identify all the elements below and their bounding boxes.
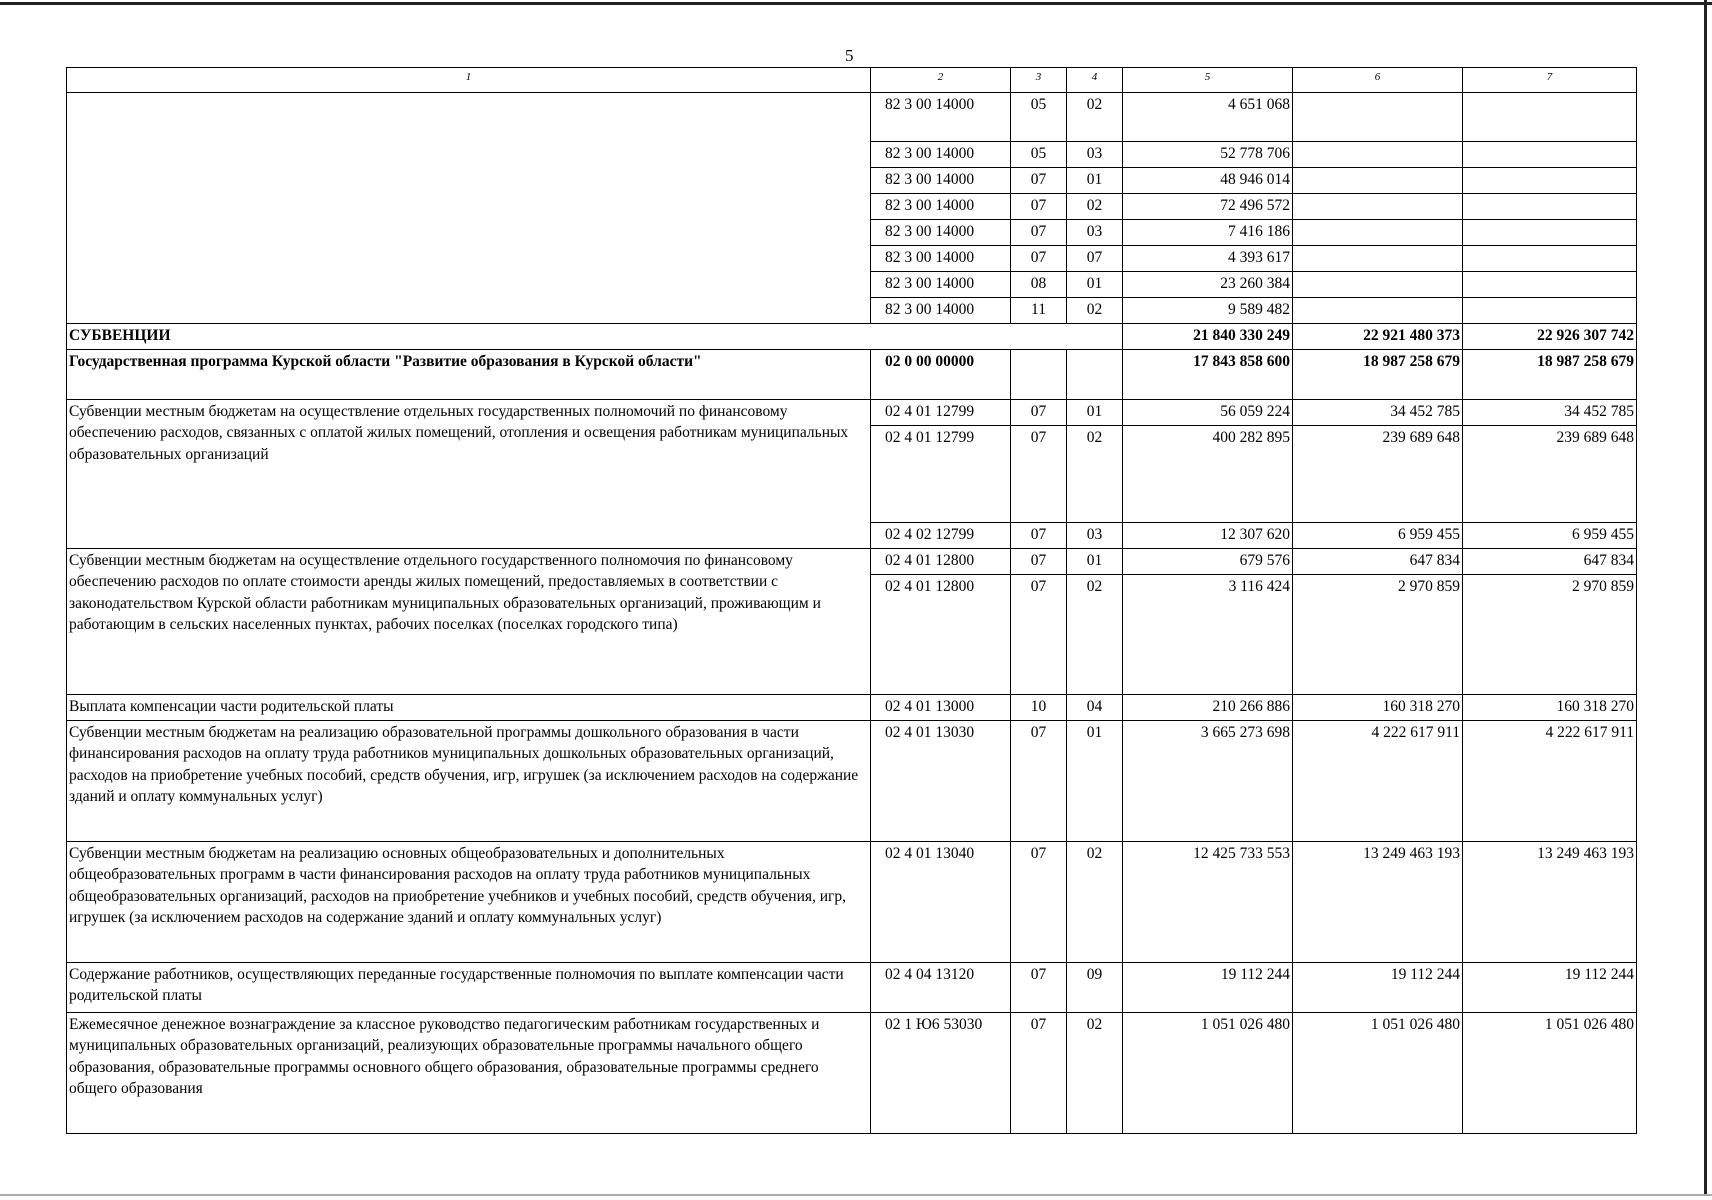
section-cell: 07 <box>1011 400 1067 426</box>
scan-border-right <box>1704 0 1707 1195</box>
value-cell: 17 843 858 600 <box>1123 350 1293 400</box>
value-cell <box>1293 220 1463 246</box>
description-cell: Выплата компенсации части родительской платы <box>67 695 871 721</box>
value-cell <box>1463 272 1637 298</box>
section-total-row <box>67 324 1637 350</box>
section-cell: 07 <box>1011 523 1067 549</box>
subsection-cell: 02 <box>1067 426 1123 523</box>
code-cell: 02 4 01 12800 <box>871 575 1011 695</box>
value-cell: 12 307 620 <box>1123 523 1293 549</box>
code-cell: 82 3 00 14000 <box>871 220 1011 246</box>
value-cell: 18 987 258 679 <box>1463 350 1637 400</box>
code-cell: 02 4 01 12800 <box>871 549 1011 575</box>
section-cell: 07 <box>1011 220 1067 246</box>
value-cell: 13 249 463 193 <box>1293 842 1463 963</box>
subsection-cell: 01 <box>1067 721 1123 842</box>
value-cell <box>1293 142 1463 168</box>
value-cell: 160 318 270 <box>1463 695 1637 721</box>
column-header-row <box>67 68 1637 93</box>
column-header: 3 <box>1011 68 1067 93</box>
value-cell: 9 589 482 <box>1123 298 1293 324</box>
subsection-cell: 01 <box>1067 400 1123 426</box>
value-cell <box>1293 194 1463 220</box>
value-cell: 19 112 244 <box>1123 963 1293 1013</box>
description-cell: Содержание работников, осуществляющих переданные государственные полномочия по выплате компенсации части родительской платы <box>67 963 871 1013</box>
column-header: 7 <box>1463 68 1637 93</box>
section-cell: 07 <box>1011 549 1067 575</box>
description-cell: Субвенции местным бюджетам на осуществление отдельного государственного полномочия по финансовому обеспечению расходов по оплате стоимости аренды жилых помещений, предоставляемых в соответствии с законодательством Курской области работникам муниципальных образовательных организаций, проживающим и работающим в сельских населенных пунктах, рабочих поселках (поселках городского типа) <box>67 549 871 695</box>
column-header: 6 <box>1293 68 1463 93</box>
value-cell <box>1463 194 1637 220</box>
description-cell: Субвенции местным бюджетам на реализацию основных общеобразовательных и дополнительных общеобразовательных программ в части финансирования расходов на оплату труда работников муниципальных общеобразовательных организаций, расходов на приобретение учебников и учебных пособий, средств обучения, игр, игрушек (за исключением расходов на содержание зданий и оплату коммунальных услуг) <box>67 842 871 963</box>
value-cell: 4 393 617 <box>1123 246 1293 272</box>
code-cell: 82 3 00 14000 <box>871 142 1011 168</box>
value-cell: 6 959 455 <box>1463 523 1637 549</box>
value-cell <box>1463 168 1637 194</box>
value-cell <box>1463 220 1637 246</box>
description-cell: Субвенции местным бюджетам на реализацию образовательной программы дошкольного образования в части финансирования расходов на оплату труда работников муниципальных дошкольных образовательных организаций, расходов на приобретение учебных пособий, средств обучения, игр, игрушек (за исключением расходов на содержание зданий и оплату коммунальных услуг) <box>67 721 871 842</box>
subsection-cell: 03 <box>1067 142 1123 168</box>
value-cell: 1 051 026 480 <box>1123 1013 1293 1134</box>
scan-border-bottom <box>0 1194 1712 1196</box>
section-cell: 08 <box>1011 272 1067 298</box>
value-cell: 48 946 014 <box>1123 168 1293 194</box>
value-cell: 52 778 706 <box>1123 142 1293 168</box>
section-cell: 07 <box>1011 575 1067 695</box>
value-cell: 23 260 384 <box>1123 272 1293 298</box>
code-cell: 82 3 00 14000 <box>871 93 1011 142</box>
value-cell <box>1463 93 1637 142</box>
subsection-cell: 07 <box>1067 246 1123 272</box>
table-row <box>67 400 1637 426</box>
value-cell: 3 665 273 698 <box>1123 721 1293 842</box>
subsection-cell: 02 <box>1067 842 1123 963</box>
table-row <box>67 963 1637 1013</box>
table-row <box>67 93 1637 142</box>
description-cell <box>67 93 871 324</box>
section-cell: 07 <box>1011 1013 1067 1134</box>
subsection-cell: 02 <box>1067 93 1123 142</box>
value-cell: 13 249 463 193 <box>1463 842 1637 963</box>
subsection-cell: 02 <box>1067 575 1123 695</box>
code-cell: 82 3 00 14000 <box>871 246 1011 272</box>
value-cell: 1 051 026 480 <box>1463 1013 1637 1134</box>
description-cell: Субвенции местным бюджетам на осуществление отдельных государственных полномочий по финансовому обеспечению расходов, связанных с оплатой жилых помещений, отопления и освещения работникам муниципальных образовательных организаций <box>67 400 871 549</box>
code-cell: 02 4 01 13000 <box>871 695 1011 721</box>
column-header: 1 <box>67 68 871 93</box>
value-cell: 56 059 224 <box>1123 400 1293 426</box>
value-cell: 239 689 648 <box>1293 426 1463 523</box>
subsection-cell: 02 <box>1067 1013 1123 1134</box>
value-cell: 679 576 <box>1123 549 1293 575</box>
program-row <box>67 350 1637 400</box>
code-cell: 82 3 00 14000 <box>871 272 1011 298</box>
value-cell: 6 959 455 <box>1293 523 1463 549</box>
subsection-cell: 03 <box>1067 220 1123 246</box>
section-cell: 11 <box>1011 298 1067 324</box>
subsection-cell: 02 <box>1067 298 1123 324</box>
code-cell: 02 0 00 00000 <box>871 350 1011 400</box>
section-title: СУБВЕНЦИИ <box>67 324 1123 350</box>
scan-border-top <box>0 2 1712 5</box>
value-cell: 7 416 186 <box>1123 220 1293 246</box>
code-cell: 02 4 02 12799 <box>871 523 1011 549</box>
code-cell: 02 1 Ю6 53030 <box>871 1013 1011 1134</box>
value-cell: 34 452 785 <box>1463 400 1637 426</box>
section-cell: 07 <box>1011 194 1067 220</box>
value-cell: 2 970 859 <box>1463 575 1637 695</box>
value-cell: 647 834 <box>1463 549 1637 575</box>
code-cell: 02 4 01 13040 <box>871 842 1011 963</box>
value-cell <box>1293 298 1463 324</box>
value-cell: 210 266 886 <box>1123 695 1293 721</box>
section-cell: 07 <box>1011 246 1067 272</box>
value-cell: 72 496 572 <box>1123 194 1293 220</box>
value-cell: 4 222 617 911 <box>1293 721 1463 842</box>
table-row <box>67 1013 1637 1134</box>
subsection-cell: 04 <box>1067 695 1123 721</box>
value-cell: 1 051 026 480 <box>1293 1013 1463 1134</box>
subsection-cell: 01 <box>1067 272 1123 298</box>
section-cell: 05 <box>1011 142 1067 168</box>
subsection-cell <box>1067 350 1123 400</box>
value-cell: 19 112 244 <box>1463 963 1637 1013</box>
total-value: 22 921 480 373 <box>1293 324 1463 350</box>
total-value: 21 840 330 249 <box>1123 324 1293 350</box>
code-cell: 02 4 01 12799 <box>871 400 1011 426</box>
value-cell <box>1293 272 1463 298</box>
value-cell: 34 452 785 <box>1293 400 1463 426</box>
value-cell <box>1463 142 1637 168</box>
section-cell: 07 <box>1011 168 1067 194</box>
table-row <box>67 721 1637 842</box>
value-cell: 160 318 270 <box>1293 695 1463 721</box>
budget-table <box>66 67 1637 1134</box>
table-row <box>67 549 1637 575</box>
subsection-cell: 03 <box>1067 523 1123 549</box>
value-cell <box>1293 246 1463 272</box>
column-header: 5 <box>1123 68 1293 93</box>
code-cell: 02 4 04 13120 <box>871 963 1011 1013</box>
table-row <box>67 695 1637 721</box>
description-cell: Ежемесячное денежное вознаграждение за классное руководство педагогическим работникам государственных и муниципальных образовательных организаций, реализующих образовательные программы начального общего образования, образовательные программы основного общего образования, образовательные программы среднего общего образования <box>67 1013 871 1134</box>
subsection-cell: 02 <box>1067 194 1123 220</box>
value-cell: 4 651 068 <box>1123 93 1293 142</box>
program-title: Государственная программа Курской области "Развитие образования в Курской области" <box>67 350 871 400</box>
value-cell <box>1463 298 1637 324</box>
page-number: 5 <box>845 46 854 65</box>
value-cell: 12 425 733 553 <box>1123 842 1293 963</box>
value-cell: 19 112 244 <box>1293 963 1463 1013</box>
value-cell: 2 970 859 <box>1293 575 1463 695</box>
subsection-cell: 01 <box>1067 549 1123 575</box>
section-cell: 07 <box>1011 963 1067 1013</box>
column-header: 2 <box>871 68 1011 93</box>
section-cell: 07 <box>1011 721 1067 842</box>
value-cell: 647 834 <box>1293 549 1463 575</box>
value-cell: 400 282 895 <box>1123 426 1293 523</box>
section-cell: 10 <box>1011 695 1067 721</box>
subsection-cell: 01 <box>1067 168 1123 194</box>
table-row <box>67 842 1637 963</box>
code-cell: 82 3 00 14000 <box>871 298 1011 324</box>
value-cell: 3 116 424 <box>1123 575 1293 695</box>
section-cell: 05 <box>1011 93 1067 142</box>
value-cell <box>1293 93 1463 142</box>
value-cell: 4 222 617 911 <box>1463 721 1637 842</box>
code-cell: 02 4 01 13030 <box>871 721 1011 842</box>
value-cell <box>1293 168 1463 194</box>
section-cell: 07 <box>1011 426 1067 523</box>
column-header: 4 <box>1067 68 1123 93</box>
subsection-cell: 09 <box>1067 963 1123 1013</box>
value-cell: 239 689 648 <box>1463 426 1637 523</box>
code-cell: 82 3 00 14000 <box>871 194 1011 220</box>
value-cell <box>1463 246 1637 272</box>
code-cell: 02 4 01 12799 <box>871 426 1011 523</box>
code-cell: 82 3 00 14000 <box>871 168 1011 194</box>
section-cell: 07 <box>1011 842 1067 963</box>
section-cell <box>1011 350 1067 400</box>
total-value: 22 926 307 742 <box>1463 324 1637 350</box>
value-cell: 18 987 258 679 <box>1293 350 1463 400</box>
